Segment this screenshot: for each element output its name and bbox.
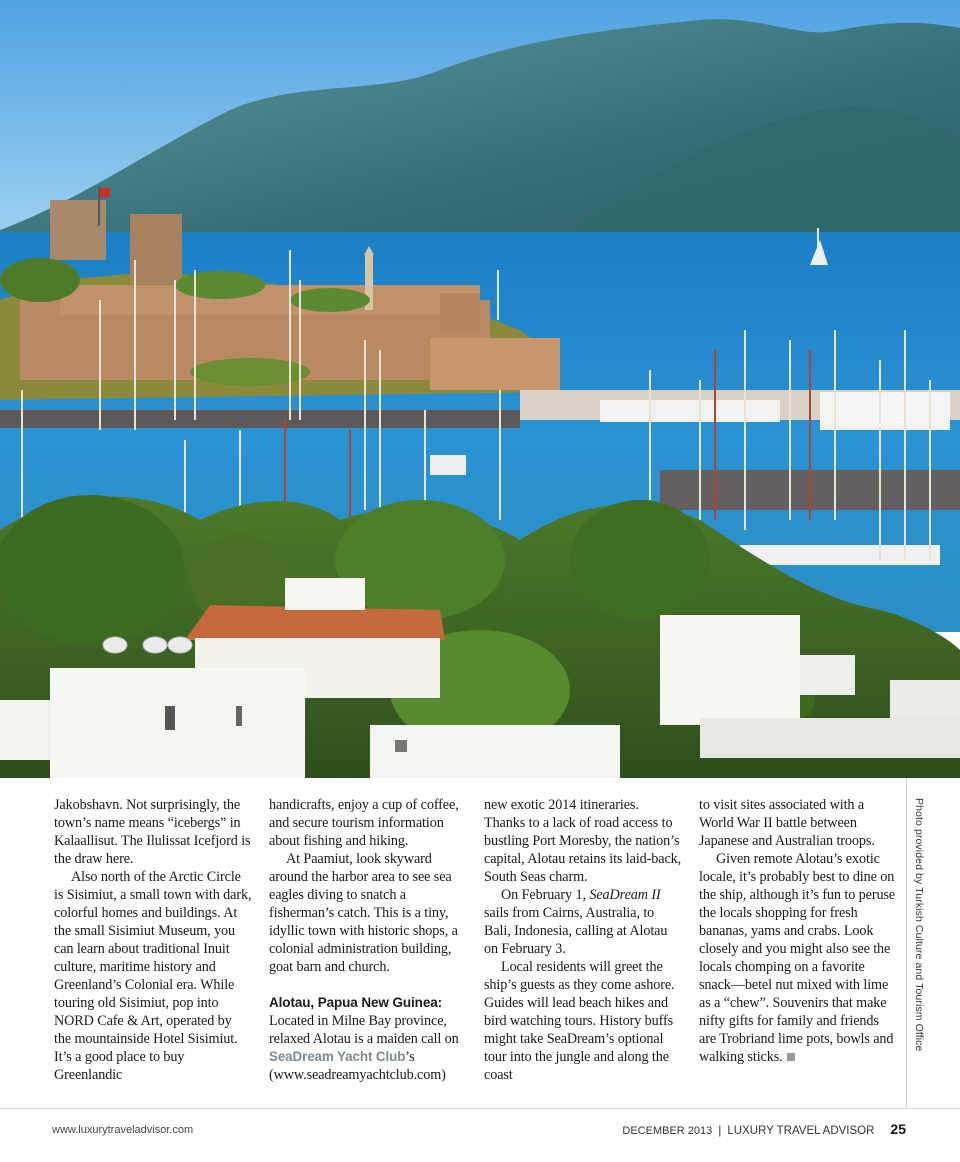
- paragraph-text: ’s (www.seadreamyachtclub.com): [269, 1049, 446, 1083]
- paragraph: Local residents will greet the ship’s guests as they come ashore. Guides will lead beach hikes and bird watching tours. History buffs might take SeaDream’s optional tour into the jungle and along the coast: [484, 959, 675, 1083]
- paragraph-text: sails from Cairns, Australia, to Bali, Indonesia, calling at Alotau on February 3.: [484, 905, 668, 957]
- paragraph: Also north of the Arctic Circle is Sisimiut, a small town with dark, colorful homes and buildings. At the small Sisimiut Museum, you can learn about traditional Inuit culture, maritime history and Greenland’s Colonial era. While touring old Sisimiut, pop into NORD Cafe & Art, operated by the mountainside Hotel Sisimiut. It’s a good place to buy Greenlandic: [54, 869, 252, 1083]
- section-subhead: Alotau, Papua New Guinea:: [269, 995, 443, 1010]
- issue-date: DECEMBER 2013: [622, 1125, 713, 1137]
- ship-name: SeaDream II: [589, 887, 661, 903]
- paragraph-text: Located in Milne Bay province, relaxed Alotau is a maiden call on: [269, 1013, 459, 1047]
- paragraph: to visit sites associated with a World War II battle between Japanese and Australian troops.: [699, 797, 875, 849]
- article-column-3: [484, 796, 682, 1084]
- paragraph: [699, 850, 897, 1066]
- magazine-name: LUXURY TRAVEL ADVISOR: [727, 1125, 875, 1137]
- paragraph-text: On February 1,: [501, 887, 590, 903]
- photo-credit: Photo provided by Turkish Culture and Tourism Office: [913, 798, 925, 1052]
- paragraph: [269, 994, 467, 1084]
- article-column-2: [269, 796, 467, 1084]
- page-number: 25: [890, 1121, 906, 1137]
- end-mark-icon: [787, 1053, 795, 1061]
- footer-website-link[interactable]: www.luxurytraveladvisor.com: [52, 1124, 194, 1136]
- article-column-4: [699, 796, 897, 1066]
- paragraph: [484, 886, 682, 958]
- article-column-1: [54, 796, 252, 1084]
- folio-separator: |: [718, 1123, 722, 1137]
- paragraph: Jakobshavn. Not surprisingly, the town’s name means “icebergs” in Kalaallisut. The Ilulissat Icefjord is the draw here.: [54, 797, 251, 867]
- paragraph: At Paamiut, look skyward around the harbor area to see sea eagles diving to snatch a fisherman’s catch. This is a tiny, idyllic town with historic shops, a colonial administration building, goat barn and church.: [269, 851, 458, 975]
- paragraph-text: Given remote Alotau’s exotic locale, it’s probably best to dine on the ship, although it’s fun to peruse the locals shopping for fresh bananas, yams and crabs. Look closely and you might also see the locals chomping on a favorite snack—betel nut mixed with lime as a “chew”. Souvenirs that make nifty gifts for family and friends are Trobriand lime pots, bowls and walking sticks.: [699, 851, 896, 1065]
- brand-name: SeaDream Yacht Club: [269, 1049, 406, 1064]
- footer-divider: [0, 1108, 960, 1109]
- paragraph: new exotic 2014 itineraries. Thanks to a lack of road access to bustling Port Moresby, the nation’s capital, Alotau retains its laid-back, South Seas charm.: [484, 797, 682, 885]
- credit-divider: [906, 778, 907, 1108]
- footer-folio: [622, 1121, 906, 1137]
- paragraph: handicrafts, enjoy a cup of coffee, and secure tourism information about fishing and hiking.: [269, 797, 459, 849]
